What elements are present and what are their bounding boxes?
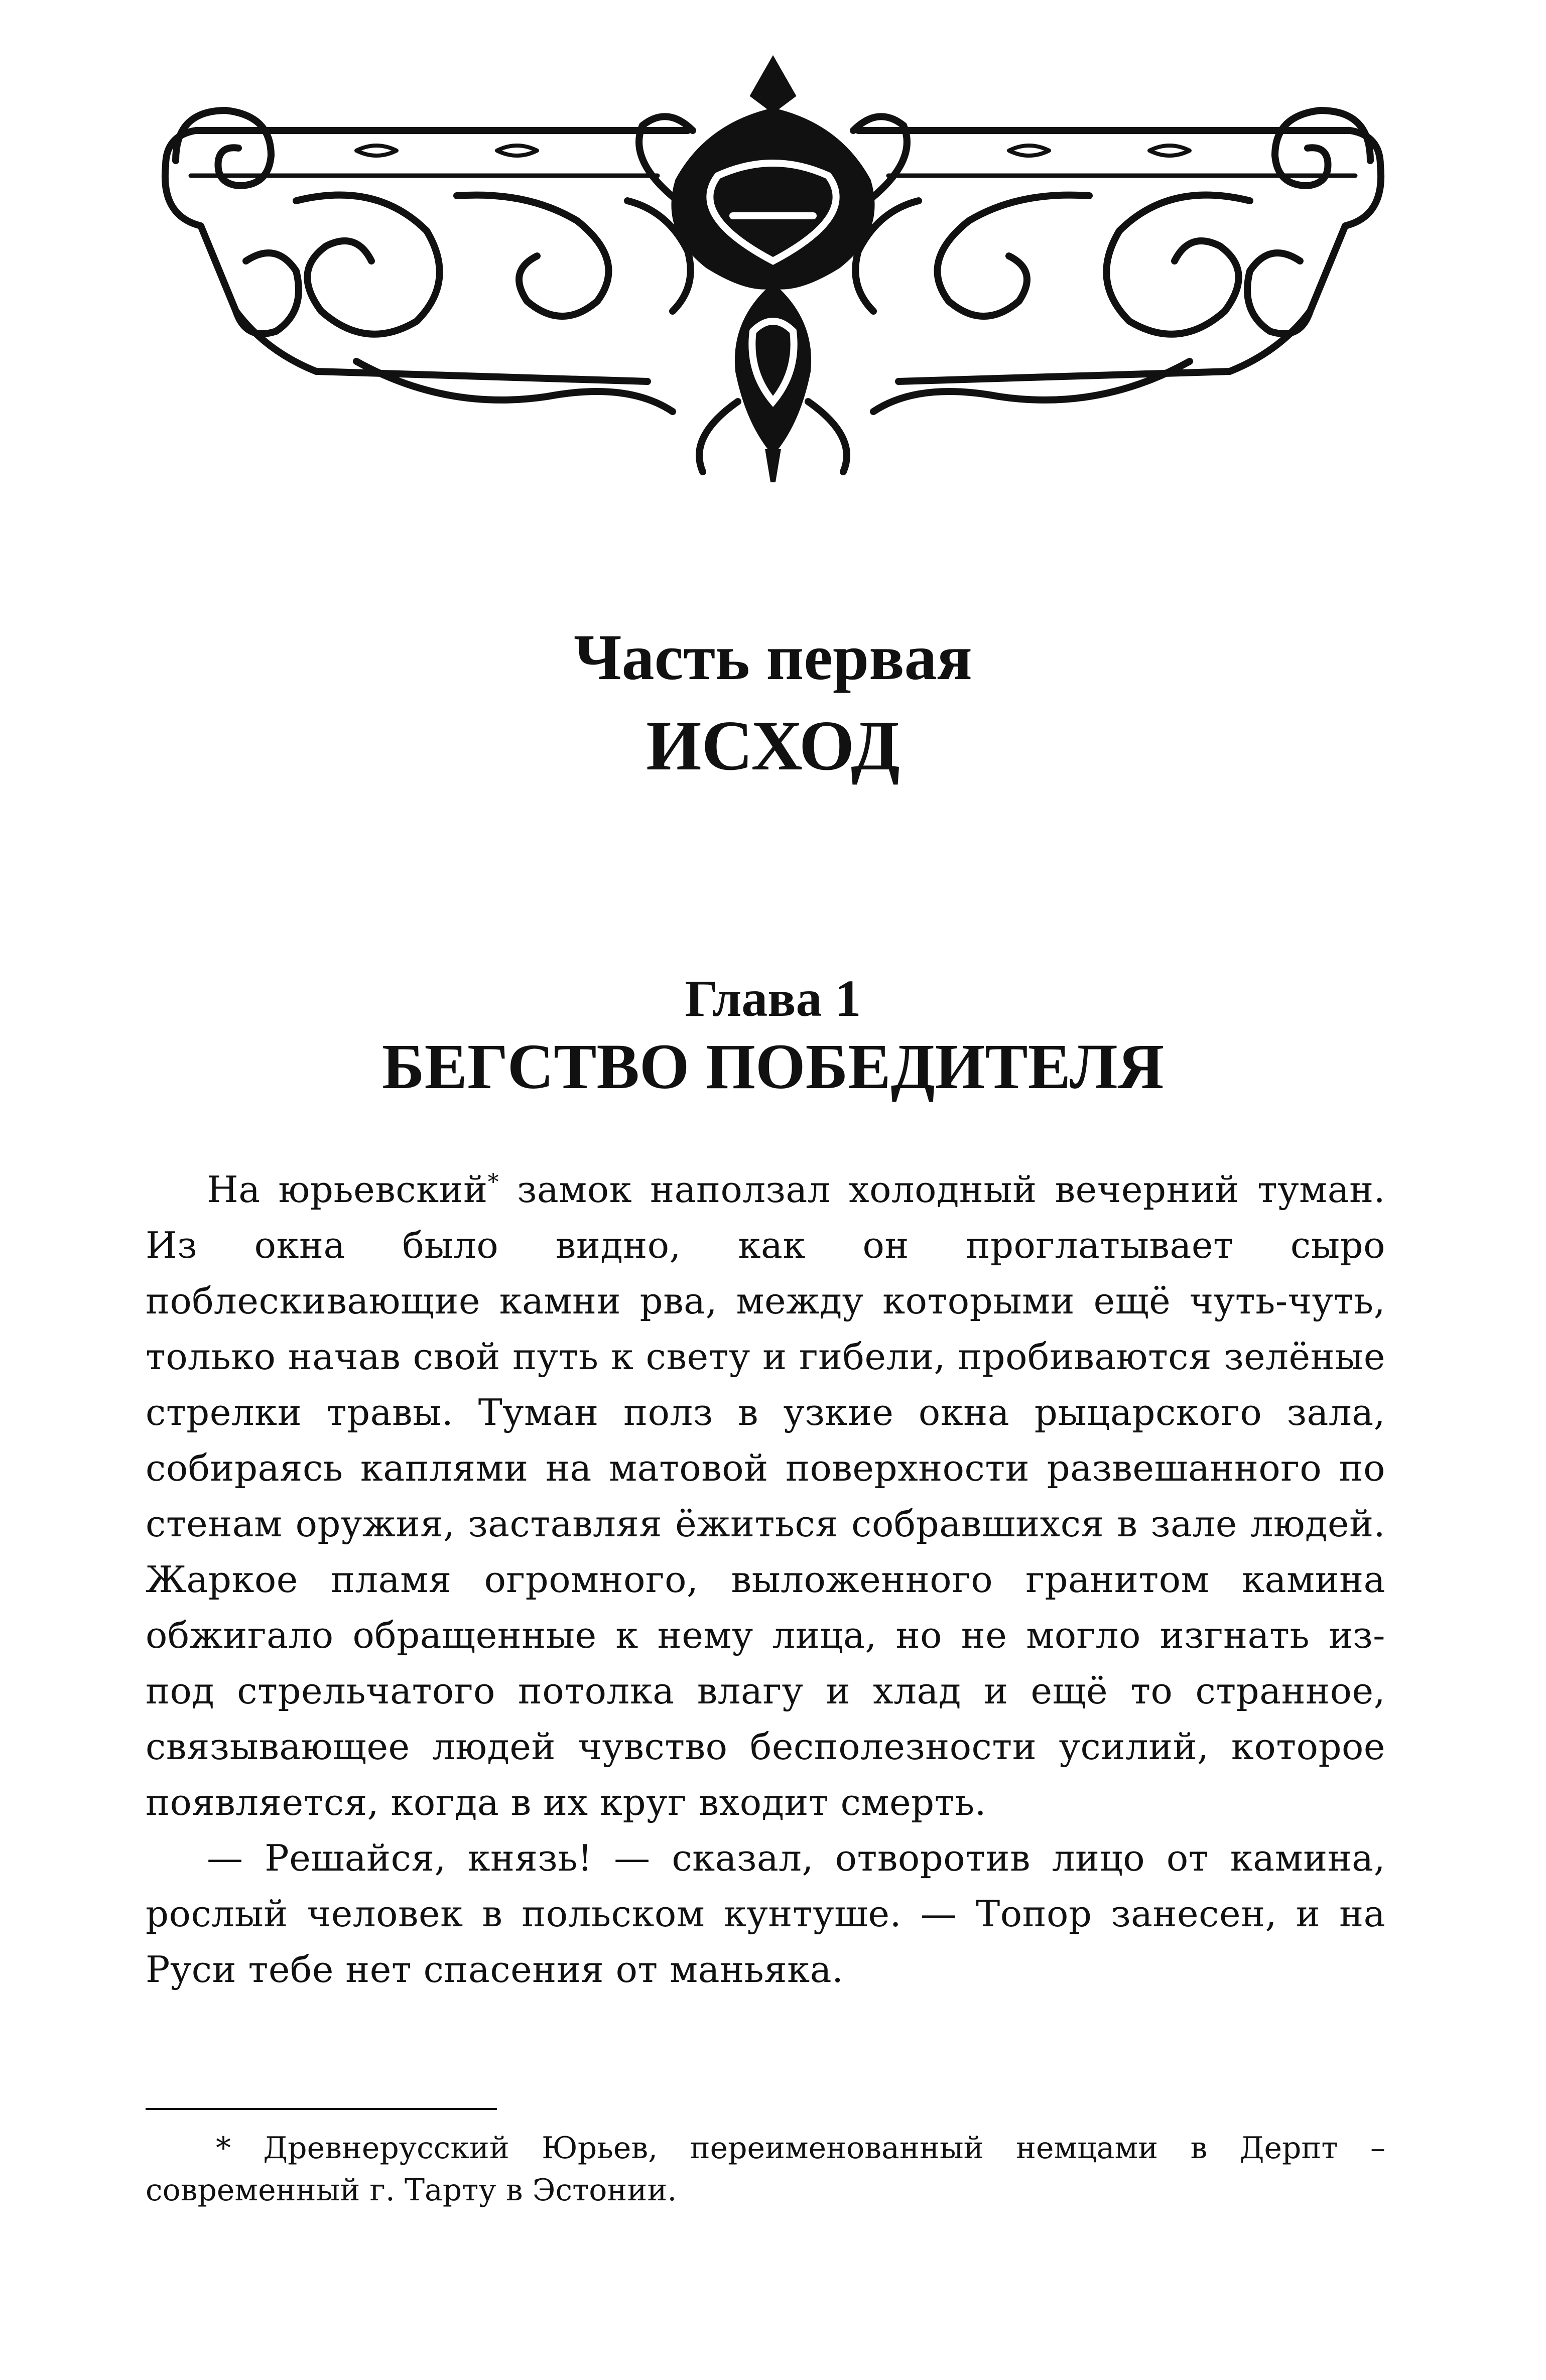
chapter-number: Глава 1 xyxy=(685,970,861,1027)
footnote-reference-mark: * xyxy=(487,1169,499,1195)
footnote xyxy=(146,2127,1385,2211)
footnote-text: Древнерусский Юрьев, переименованный немцами в Дерпт – современный г. Тарту в Эстонии. xyxy=(146,2131,1385,2208)
footnote-separator-rule xyxy=(146,2108,497,2110)
footnote-mark: * xyxy=(216,2131,231,2166)
dialogue-paragraph: — Решайся, князь! — сказал, отворотив лицо от камина, рослый человек в польском кунтуше. — Топор занесен, и на Руси тебе нет спасения от маньяка. xyxy=(146,1837,1385,1991)
part-title: Часть первая xyxy=(574,621,972,694)
chapter-body xyxy=(146,1162,1385,1998)
part-name: ИСХОД xyxy=(646,706,900,785)
chapter-title: БЕГСТВО ПОБЕДИТЕЛЯ xyxy=(381,1031,1165,1102)
decorative-headpiece-ornament xyxy=(146,50,1400,502)
paragraph-text: замок наползал холодный вечерний туман. Из окна было видно, как он проглатывает сыро поблескивающие камни рва, между которыми ещё чуть-чуть, только начав свой путь к свету и гибели, пробиваются зелёные стрелки травы. Туман полз в узкие окна рыцарского зала, собираясь каплями на матовой поверхности развешанного по стенам оружия, заставляя ёжиться собравшихся в зале людей. Жаркое пламя огромного, выложенного гранитом камина обжигало обращенные к нему лица, но не могло изгнать из-под стрельчатого потолка влагу и хлад и ещё то странное, связывающее людей чувство бесполезности усилий, которое появляется, когда в их круг входит смерть. xyxy=(146,1168,1385,1823)
paragraph-opening: На юрьевский xyxy=(207,1168,488,1211)
body-paragraph xyxy=(146,1162,1385,1830)
